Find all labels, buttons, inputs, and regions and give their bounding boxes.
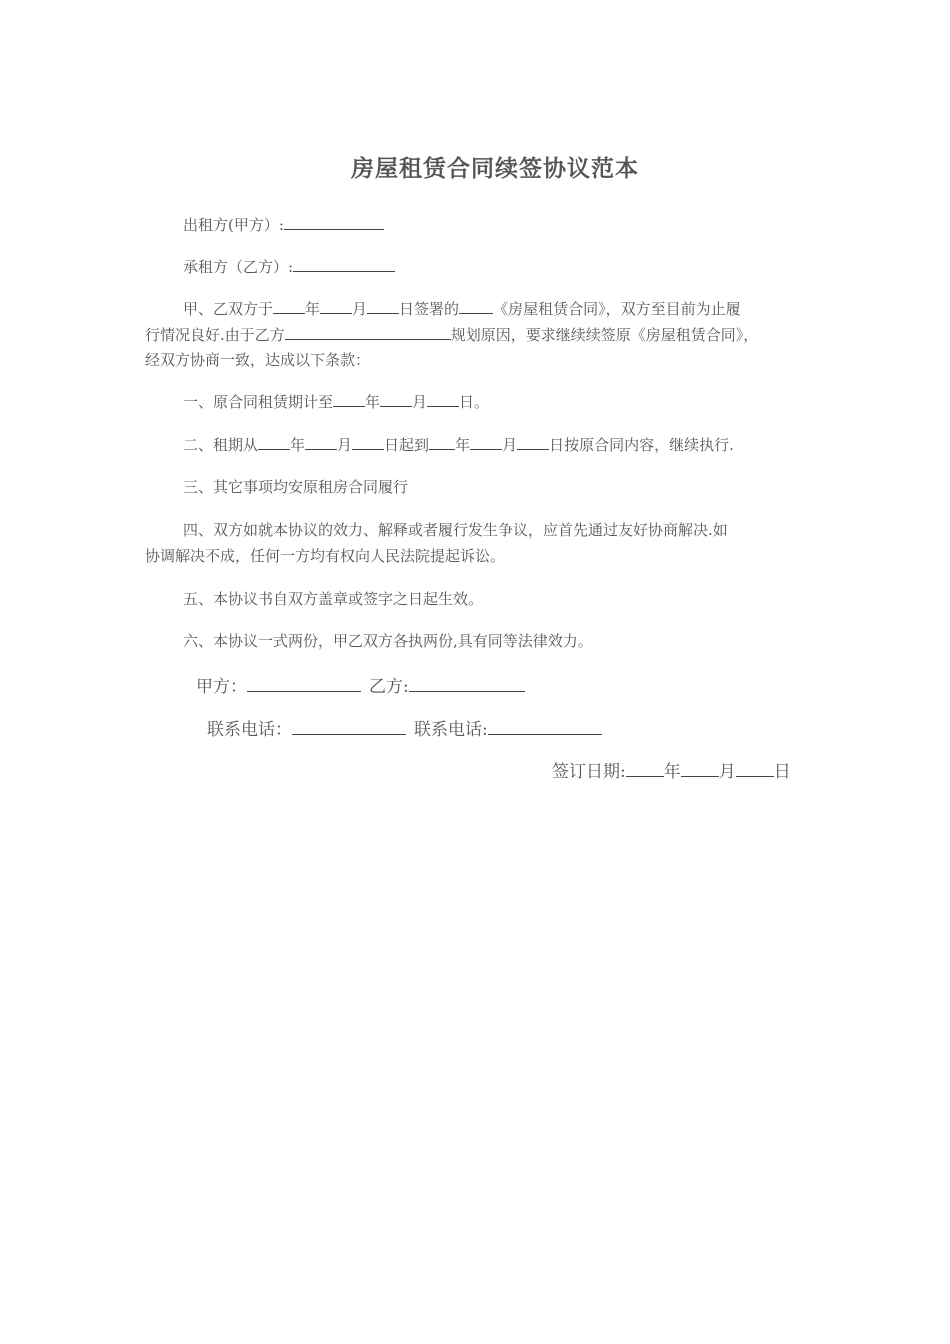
- intro-text: 经双方协商一致，达成以下条款：: [145, 351, 371, 369]
- clause-6: 六、本协议一式两份，甲乙双方各执两份,具有同等法律效力。: [183, 632, 593, 650]
- lessee-line: [183, 256, 395, 277]
- intro-text: 规划原因，要求继续续签原《房屋租赁合同》，: [450, 326, 759, 344]
- year-label: 年: [455, 436, 471, 454]
- reason-blank: [285, 325, 451, 340]
- clause-text: 日按原合同内容，继续执行.: [549, 436, 734, 454]
- intro-line-1: [183, 298, 741, 319]
- lessor-label: 出租方(甲方）:: [183, 216, 284, 234]
- year-blank: [333, 392, 365, 407]
- month-label: 月: [718, 762, 736, 782]
- clause-2: [183, 434, 734, 455]
- start-day-blank: [352, 435, 384, 450]
- intro-text: 《房屋租赁合同》，双方至目前为止履: [493, 300, 741, 318]
- day-label: 日: [773, 762, 791, 782]
- intro-text: 行情况良好.由于乙方: [145, 326, 285, 344]
- party-b-signature-blank: [409, 675, 525, 692]
- clause-4-line-2: 协调解决不成，任何一方均有权向人民法院提起诉讼。: [145, 547, 506, 565]
- start-year-blank: [258, 435, 290, 450]
- clause-text: 日起到: [384, 436, 430, 454]
- year-label: 年: [305, 300, 321, 318]
- party-a-phone-label: 联系电话：: [207, 720, 292, 740]
- party-b-phone-label: 联系电话:: [414, 720, 488, 740]
- phone-line: [207, 715, 602, 740]
- end-year-blank: [429, 435, 455, 450]
- date-year-blank: [626, 760, 664, 777]
- contract-blank: [459, 299, 493, 314]
- lessee-label: 承租方（乙方）:: [183, 258, 294, 276]
- month-label: 月: [502, 436, 518, 454]
- clause-5: 五、本协议书自双方盖章或签字之日起生效。: [183, 590, 484, 608]
- month-label: 月: [412, 393, 428, 411]
- signature-line: [196, 672, 525, 697]
- lessor-blank: [284, 215, 384, 230]
- year-label: 年: [290, 436, 306, 454]
- date-month-blank: [681, 760, 719, 777]
- date-day-blank: [736, 760, 774, 777]
- intro-line-3: [145, 349, 370, 370]
- party-b-phone-blank: [488, 718, 602, 735]
- start-month-blank: [305, 435, 337, 450]
- year-label: 年: [663, 762, 681, 782]
- day-label: 日签署的: [399, 300, 460, 318]
- clause-1: [183, 391, 489, 412]
- clause-text: 二、租期从: [183, 436, 259, 454]
- month-label: 月: [352, 300, 368, 318]
- party-a-phone-blank: [292, 718, 406, 735]
- day-blank: [427, 392, 459, 407]
- month-blank: [380, 392, 412, 407]
- intro-text: 甲、乙双方于: [183, 300, 274, 318]
- end-month-blank: [470, 435, 502, 450]
- sign-month-blank: [320, 299, 352, 314]
- day-label: 日。: [459, 393, 490, 411]
- clause-text: 一、原合同租赁期计至: [183, 393, 334, 411]
- party-a-signature-blank: [247, 675, 361, 692]
- document-title: 房屋租赁合同续签协议范本: [351, 155, 639, 182]
- intro-line-2: [145, 324, 758, 345]
- year-label: 年: [365, 393, 381, 411]
- lessor-line: [183, 214, 384, 235]
- sign-year-blank: [273, 299, 305, 314]
- sign-day-blank: [367, 299, 399, 314]
- clause-3: 三、其它事项均安原租房合同履行: [183, 478, 409, 496]
- lessee-blank: [293, 257, 395, 272]
- month-label: 月: [337, 436, 353, 454]
- clause-4-line-1: 四、双方如就本协议的效力、解释或者履行发生争议，应首先通过友好协商解决.如: [183, 521, 728, 539]
- date-line: [552, 757, 791, 782]
- end-day-blank: [517, 435, 549, 450]
- party-b-label: 乙方:: [369, 677, 409, 697]
- sign-date-label: 签订日期:: [552, 762, 626, 782]
- party-a-label: 甲方：: [196, 677, 247, 697]
